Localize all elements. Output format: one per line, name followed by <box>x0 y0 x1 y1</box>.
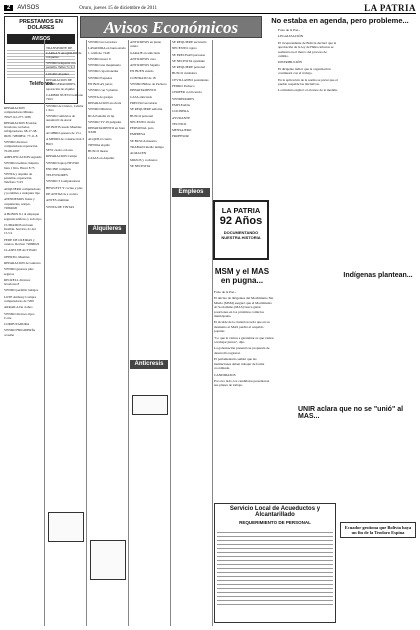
classified-entry: Fono de la Paz.- <box>278 28 301 32</box>
classified-entry: CUIDAMOS un buen flexible. Servicio 21 del 15.5 h <box>4 222 36 236</box>
classified-entry: Por otro lado, los candidatos presentaron sus planes de trabajo. <box>214 378 270 388</box>
classified-entry: SE REQUIERE personal <box>172 65 205 70</box>
classified-entry: A BONOS 8.1 al empaque segunda teléfono y todo tipo <box>4 212 42 221</box>
classified-entry: EMPLEADA <box>172 102 190 107</box>
page-header <box>4 3 416 14</box>
classified-entry: VENDO TV 29 pulgadas <box>88 119 122 124</box>
classified-entry: VENDO motor 6 <box>88 56 111 61</box>
classified-entry: LAVADORA en buen estado 1. teléfono 7248 <box>88 46 126 55</box>
patria-years: 92 Años <box>219 215 263 227</box>
classified-entry: VENTA y alquiler de pantallas, reparación. Teléfono 7125 <box>4 171 33 185</box>
classified-entry: PROFESOR <box>172 134 189 139</box>
headline-unir: UNIR aclara que no se "unió" al MAS... <box>298 406 404 420</box>
classified-entry: EMPRESA <box>130 132 146 137</box>
classified-entry: CASAS en Alquiler <box>88 155 115 160</box>
classified-entry: ALQUILO cuarto <box>88 136 112 141</box>
classifieds-column-4 <box>130 40 168 626</box>
classified-entry: TRANSPORTE DE CARGA Y ALQUILER de volquetas <box>46 46 82 59</box>
classified-entry: CLASES DE ACTIVAD <box>4 248 37 253</box>
classifieds-column-1 <box>4 106 42 626</box>
classified-entry: DE BOTIS usado Muebles <box>46 124 82 129</box>
classified-entry: LEGALIZACIÓN <box>278 34 304 39</box>
headline-indigenas: Indígenas plantean... <box>343 272 413 279</box>
classified-entry: Fono de la Paz.- <box>214 290 237 294</box>
article-column-right <box>342 28 416 268</box>
classified-entry: El vicepresidente de Bolivia declaró que la aprobación de la ley de Hidrocarburos se realizará en el marco del proceso de cambio. <box>278 40 337 59</box>
classified-entry: A MEDIO de construcción 3 Hm3 <box>46 137 84 146</box>
classified-entry: El alcalde de la ciudad recordó que en su momento el MAS perdió el respaldo popular. <box>214 320 270 334</box>
classified-entry: ATENDEMOS frutas y carpinterías, relojes. 72862020 <box>4 197 35 210</box>
classified-entry: VENDO Minivan <box>88 107 112 112</box>
classified-entry: ALMACEN <box>130 151 147 156</box>
classified-entry: En la aplicación de la norma se prevé que el pueblo respalde las iniciativas. <box>278 77 338 87</box>
classified-entry: BUSCO personal <box>130 113 153 118</box>
classified-entry: BUSCO mesas <box>88 149 108 154</box>
classified-entry: VENDO laptop HP 6320 <box>46 160 79 165</box>
classified-entry: VENDO Paquetes <box>88 75 113 80</box>
classified-entry: VENTA de garajes <box>88 94 113 99</box>
classified-entry: GARAJE en anticrésis <box>130 50 160 55</box>
classified-entry: VENDO vehículos de automóvil de Ascar <box>46 114 75 123</box>
classified-entry: DEPARTAMENTO <box>130 88 157 93</box>
classified-entry: El núcleo de dirigentes del Movimiento Sin Miedo (MSM) aseguró que el Movimiento Al Socialismo (MAS) busca ganar posiciones en los próximos comicios municipales. <box>214 296 274 319</box>
section-name: AVISOS <box>17 5 40 11</box>
classified-entry: CASA anticresis <box>130 94 152 99</box>
utility-notice-ad <box>214 503 336 623</box>
classified-entry: OFERTO, Muebles <box>4 254 30 259</box>
headline-msm: MSM y el MAS en pugna... <box>214 267 270 285</box>
classified-entry: TRABAJO medio tiempo <box>130 145 164 150</box>
headline-agenda: No estaba en agenda, pero probleme... <box>271 16 409 25</box>
classified-entry: LOGRO Alquiler <box>46 71 69 76</box>
classified-entry: ANTICRESIS casa <box>130 56 156 61</box>
classified-entry: SE PRECISAN personas <box>172 52 205 57</box>
section-header-empleos: Empleos <box>172 188 210 197</box>
classified-entry: TECNICO <box>172 121 187 126</box>
classified-entry: La ministra explicó el alcance de la medida. <box>278 88 338 93</box>
classified-entry: VENDO permitir trabajos <box>4 288 39 293</box>
ad-title: PRESTAMOS EN DOLARES <box>19 19 63 31</box>
classified-entry: ADQUIERO computadoras y portátiles a cualquier tipo <box>4 186 41 196</box>
side-news-box: Ecuador gestiona que Bolivia haya un fin de la Teodoro Espina <box>340 522 416 538</box>
classified-box-ad-1 <box>48 512 84 542</box>
patria-name: LA PATRIA <box>221 206 261 215</box>
classified-entry: REPARACION Ecuador, lavadoras, teclados, refrigeradores, 68-17-38-0028. 72860852. 77-11-8 <box>4 120 38 138</box>
classified-entry: ENCINE completo <box>46 166 72 171</box>
classified-entry: VENDEDORES <box>172 96 194 101</box>
classified-entry: CHOFER con licencia <box>172 90 202 95</box>
classified-entry: NECESITO chofer <box>130 119 156 124</box>
classified-entry: REPARACION computadoras Minuto. 70927112-277-1186 <box>4 106 34 119</box>
classified-entry: PRECISO secretaria <box>130 100 158 105</box>
classified-entry: El dirigente indicó que la organización continuará con el trabajo. <box>278 66 331 76</box>
article-column-unir-2 <box>342 418 416 518</box>
classified-entry: VENDO caja monedas <box>88 69 119 74</box>
classified-entry: CONTRATO de 18 <box>130 75 156 80</box>
column-separator <box>86 40 87 626</box>
utility-notice-body <box>217 529 333 605</box>
section-header-alquileres: Alquileres <box>88 225 126 234</box>
classified-box-ad-3 <box>132 395 168 415</box>
classified-entry: COCINERA <box>172 109 189 114</box>
page-number: 2 <box>4 5 13 11</box>
section-header-anticresis: Anticresis <box>130 360 168 369</box>
classified-entry: VENDO un Lavadora <box>88 40 117 44</box>
classified-entry: TIENDA alquilo <box>88 143 111 148</box>
classified-entry: VENDO FRIGIDERÍA ocasión <box>4 328 35 337</box>
utility-notice-subtitle: REQUERIMIENTO DE PERSONAL <box>239 520 311 525</box>
column-separator <box>128 40 129 626</box>
classified-entry: VENDO de Clásico, Celular 1 litro <box>46 103 84 112</box>
classified-entry: VENTA DE TINTAS <box>46 204 75 209</box>
issue-date: Oruro, jueves 15 de diciembre de 2011 <box>79 5 157 11</box>
classified-entry: VENDO telepsión con pantalla. Taller 71 9-3 <box>46 61 76 70</box>
classified-entry: ARRAILA De 4 años <box>4 305 33 310</box>
classified-entry: SE REQUIERE secretaria <box>172 40 207 44</box>
classified-entry: ANTES aluminio <box>46 198 70 203</box>
classified-entry: La gobernación presentó su propuesta de desarrollo regional. <box>214 346 270 355</box>
article-column-agenda <box>278 28 338 402</box>
classified-entry: REPARACION en oferta <box>88 100 122 105</box>
classified-entry: VENDO una maquinaria <box>88 63 121 68</box>
classified-entry: SEVI cuatro colores <box>46 147 73 152</box>
column-separator <box>170 40 171 626</box>
classified-entry: MOZOS y cocineros <box>130 157 158 162</box>
classified-entry: COMPUTADORA <box>4 322 30 327</box>
classified-entry: VENDO rueditas chiquito, bien 1 litro. Hacer 8.75 <box>4 161 40 170</box>
classified-entry: TELEVISORES <box>46 173 68 178</box>
classified-box-ad-2 <box>90 540 126 580</box>
classified-entry: ANTICRESIS Sajama <box>130 63 160 68</box>
classified-entry: VENDO con 5 plantas <box>88 88 118 93</box>
classified-entry: MENSAJERO <box>172 128 192 133</box>
classified-entry: CANDIDATOS <box>214 372 236 377</box>
classified-entry: AYUDANTE <box>172 115 191 120</box>
classified-entry: DE ANTIGUA a cocina <box>46 192 78 197</box>
classified-entry: LOTE Anthony Compra computadoras de 7200 <box>4 294 37 303</box>
classified-entry: REPARACION de Guitarra <box>4 260 41 265</box>
column-separator <box>44 40 45 626</box>
classified-entry: PEDRO Pacheco <box>172 84 195 89</box>
classified-entry: CEVILLANEO postulantes <box>172 77 209 82</box>
classified-entry: EN BUEN estado <box>130 69 154 74</box>
article-column-msm <box>214 290 274 500</box>
classified-entry: AMPLIFICACION segunda <box>4 154 42 159</box>
classified-entry: VENDO diversos tipos Corte <box>4 311 35 320</box>
classifieds-column-3 <box>88 40 126 626</box>
classified-entry: VENDO Bilbao de Pacheco <box>130 82 167 87</box>
classified-entry: RCA Pantalla 41 hp <box>88 113 115 118</box>
classified-entry: HEWLETT Y cocina y pies <box>46 185 83 190</box>
classified-entry: DEPARTAMENTO en Juan XXIII <box>88 126 125 135</box>
classified-entry: REPARACION Campo <box>46 154 78 159</box>
article-column-indigenas <box>342 284 416 402</box>
newspaper-brand: LA PATRIA <box>364 3 416 13</box>
classified-entry: CAMBIO NUEVO teléfono 7263 <box>46 92 84 102</box>
patria-slogan: DOCUMENTANDO NUESTRA HISTORIA <box>221 230 261 240</box>
classified-entry: EN BOCAS jarras <box>88 82 113 87</box>
classified-entry: SE NECESITA ayudante <box>172 58 205 63</box>
classifieds-banner: Avisos Económicos <box>80 16 262 38</box>
classified-entry: REPARACION DE REFRIGERADORES, reparación de alquiler <box>46 78 76 91</box>
classified-entry: PERSONAL para <box>130 126 154 131</box>
classified-entry: SE BUSCA maestra <box>130 138 157 143</box>
classified-entry: BUSCO cuidadora <box>172 71 197 76</box>
classified-entry: VENDO 3 Computadoras <box>46 179 81 184</box>
classified-entry: "Lo que le vamos a garantizar es que vamos a trabajar juntos", dijo. <box>214 335 274 345</box>
ad-footer: Teléfonos <box>29 81 53 87</box>
la-patria-92-anos-ad <box>213 200 269 260</box>
classified-entry: GRÚAS Fábrica <box>46 40 68 44</box>
classified-entry: NECESITO cajera <box>172 46 197 51</box>
classified-entry: El parlamentario señaló que las instituciones deben trabajar de forma coordinada. <box>214 357 265 371</box>
utility-notice-title: Servicio Local de Acueductos y Alcantarillado <box>229 506 321 518</box>
classified-entry: VENDO diversos computadores reparación. 70-08-1097 <box>4 140 39 153</box>
classified-entry: ANTICRESIS en pleno centro <box>130 40 162 49</box>
ad-subtitle: AVISOS <box>7 34 75 44</box>
classified-entry: DISTRIBUCIÓN <box>278 60 302 65</box>
classified-entry: PEDE DE OLEIRAS y centros. Revisar 72686022 <box>4 237 40 247</box>
classified-entry: RECRELL diversos lavadoras 8 <box>4 277 31 287</box>
classifieds-column-5 <box>172 40 210 626</box>
classified-entry: VENDO gestores plus seguros <box>4 267 34 276</box>
classified-entry: SE NECESITA <box>130 163 151 168</box>
classified-entry: ACOBRO quesera de 13 a <box>46 131 81 136</box>
column-separator <box>212 40 213 626</box>
classified-entry: SE REQUIERE señorita <box>130 107 163 112</box>
